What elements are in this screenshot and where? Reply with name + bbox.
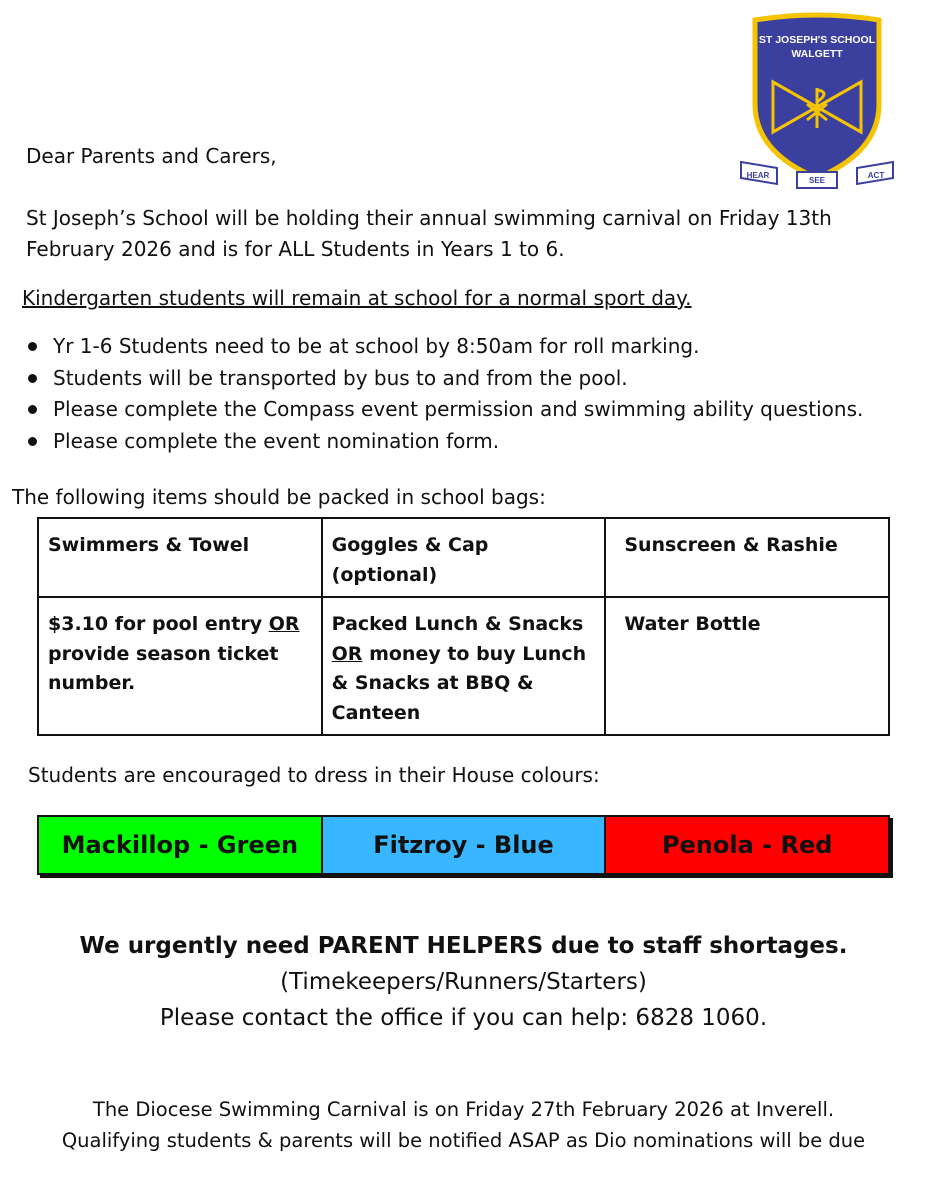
table-cell-pool-entry xyxy=(38,597,322,735)
table-cell-swimmers: Swimmers & Towel xyxy=(38,518,322,597)
crest-town: WALGETT xyxy=(791,48,843,60)
buy-lunch-text: money to buy Lunch & Snacks at BBQ & Canteen xyxy=(331,642,587,724)
crest-motto-see: SEE xyxy=(808,176,826,185)
table-cell-goggles: Goggles & Cap (optional) xyxy=(322,518,606,597)
list-item-text: Please complete the Compass event permission and swimming ability questions. xyxy=(53,397,864,421)
crest-motto-act: ACT xyxy=(867,171,885,180)
crest-motto-hear: HEAR xyxy=(746,171,770,180)
table-cell-water-bottle: Water Bottle xyxy=(605,597,889,735)
diocese-carnival-note xyxy=(0,1094,927,1156)
packed-lunch-text: Packed Lunch & Snacks xyxy=(331,613,584,635)
diocese-line-2: Qualifying students & parents will be notified ASAP as Dio nominations will be due xyxy=(61,1129,866,1152)
letter-intro: St Joseph’s School will be holding their annual swimming carnival on Friday 13th February 2026 and is for ALL Students in Years 1 to 6. xyxy=(26,206,832,261)
parent-helpers-section xyxy=(0,928,927,1036)
table-cell-lunch xyxy=(322,597,606,735)
list-item xyxy=(22,394,863,426)
house-fitzroy: Fitzroy - Blue xyxy=(321,817,605,873)
house-colours-intro: Students are encouraged to dress in their House colours: xyxy=(28,763,600,787)
pool-entry-or: OR xyxy=(268,613,300,635)
table-row xyxy=(38,597,889,735)
helpers-contact: Please contact the office if you can help: 6828 1060. xyxy=(159,1005,768,1031)
bullet-dot-icon xyxy=(28,374,37,383)
list-item-text: Students will be transported by bus to and from the pool. xyxy=(53,365,628,390)
diocese-line-1: The Diocese Swimming Carnival is on Friday 27th February 2026 at Inverell. xyxy=(92,1098,835,1121)
helpers-headline: We urgently need PARENT HELPERS due to staff shortages. xyxy=(79,933,848,959)
pool-entry-text: $3.10 for pool entry xyxy=(48,613,269,635)
list-item-text: Yr 1-6 Students need to be at school by 8:50am for roll marking. xyxy=(53,334,700,358)
helpers-roles: (Timekeepers/Runners/Starters) xyxy=(280,969,647,995)
table-cell-sunscreen: Sunscreen & Rashie xyxy=(605,518,889,597)
packing-items-table xyxy=(37,517,890,736)
table-row xyxy=(38,518,889,597)
items-intro: The following items should be packed in school bags: xyxy=(12,485,546,509)
list-item xyxy=(22,363,863,395)
season-ticket-text: provide season ticket number. xyxy=(48,642,279,694)
letter-greeting: Dear Parents and Carers, xyxy=(26,144,277,168)
lunch-or: OR xyxy=(331,642,363,665)
house-colours-table xyxy=(37,815,890,875)
list-item xyxy=(22,331,863,363)
kindergarten-note: Kindergarten students will remain at school for a normal sport day. xyxy=(22,286,692,310)
list-item-text: Please complete the event nomination form. xyxy=(53,428,500,453)
house-penola: Penola - Red xyxy=(604,817,888,873)
school-crest-logo xyxy=(737,12,897,190)
bullet-dot-icon xyxy=(28,405,37,414)
bullet-dot-icon xyxy=(28,342,37,351)
instruction-list xyxy=(22,331,863,457)
house-mackillop: Mackillop - Green xyxy=(39,817,321,873)
list-item xyxy=(22,426,863,458)
crest-school-name: ST JOSEPH'S SCHOOL xyxy=(758,34,876,46)
bullet-dot-icon xyxy=(28,437,37,446)
